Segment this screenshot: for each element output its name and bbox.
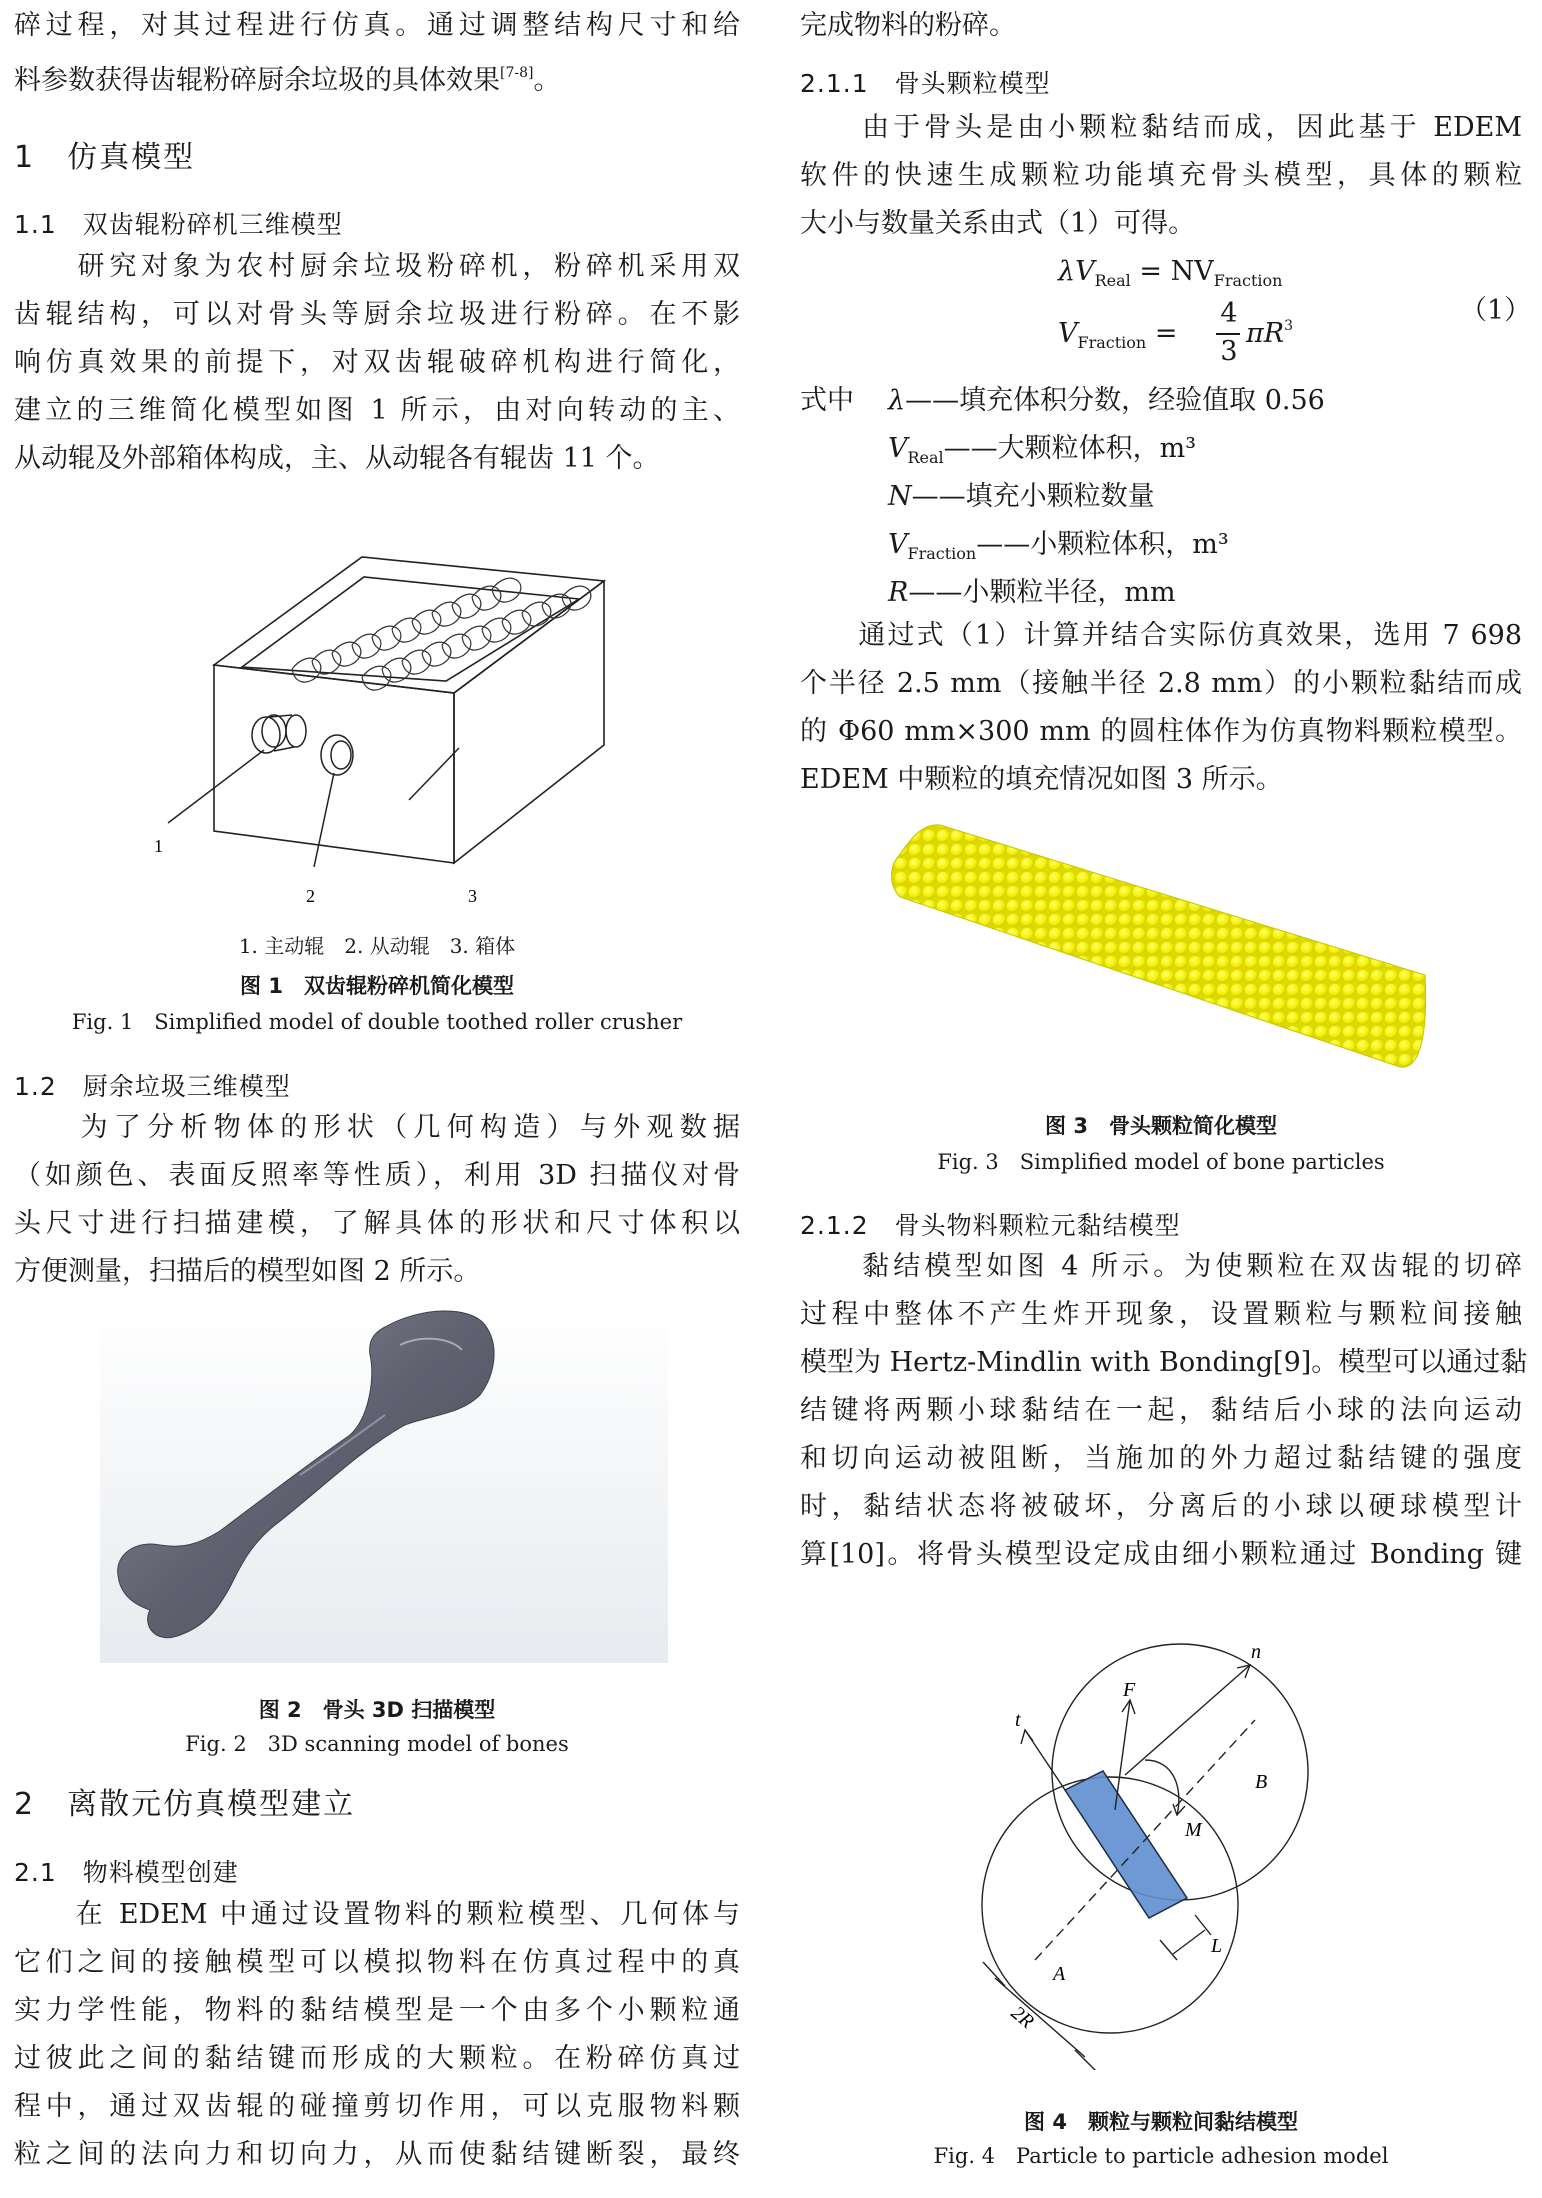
def-r xyxy=(888,570,1176,609)
fraction-bar xyxy=(1216,333,1240,335)
section-2-1-2-heading: 2.1.2 骨头物料颗粒元黏结模型 xyxy=(800,1211,1181,1240)
sec11-line-3: 响仿真效果的前提下，对双齿辊破碎机构进行简化， xyxy=(14,347,740,378)
box-side-face xyxy=(454,581,604,863)
length-dimension xyxy=(1160,1940,1177,1960)
eq2-equals: = xyxy=(1146,318,1178,349)
def-vreal-sym: V xyxy=(888,433,908,464)
section-2-1-1-heading: 2.1.1 骨头颗粒模型 xyxy=(800,69,1051,98)
callout-line-3 xyxy=(409,748,459,800)
sec12-line-1: 为了分析物体的形状（几何构造）与外观数据 xyxy=(14,1112,740,1143)
def-vreal-sub: Real xyxy=(907,448,944,467)
sec12-line-3: 头尺寸进行扫描建模，了解具体的形状和尺寸体积以 xyxy=(14,1208,740,1239)
callout-line-1 xyxy=(168,750,264,823)
sec21-line-1: 在 EDEM 中通过设置物料的颗粒模型、几何体与 xyxy=(14,1899,740,1930)
section-1-2-heading: 1.2 厨余垃圾三维模型 xyxy=(14,1072,291,1101)
calc-line-1: 通过式（1）计算并结合实际仿真效果，选用 7 698 xyxy=(800,620,1522,651)
section-2-1-heading: 2.1 物料模型创建 xyxy=(14,1858,239,1887)
sec12-line-2: （如颜色、表面反照率等性质），利用 3D 扫描仪对骨 xyxy=(14,1160,740,1191)
crusher-model-figure xyxy=(124,545,664,925)
eq-sub-real: Real xyxy=(1094,271,1131,290)
sec21-line-5: 程中，通过双齿辊的碰撞剪切作用，可以克服物料颗 xyxy=(14,2091,740,2122)
def-lambda xyxy=(888,378,1325,417)
eq-sub-fraction: Fraction xyxy=(1213,271,1283,290)
fig2-caption-en: Fig. 2 3D scanning model of bones xyxy=(185,1732,569,1756)
equation-number: （1） xyxy=(1460,295,1532,326)
intro-line-2-text: 料参数获得齿辊粉碎厨余垃圾的具体效果 xyxy=(14,65,500,96)
equation-line-1 xyxy=(1058,256,1282,290)
sec211-line-2: 软件的快速生成颗粒功能填充骨头模型，具体的颗粒 xyxy=(800,160,1522,191)
bone-particle-cylinder xyxy=(892,825,1426,1067)
fig1-legend: 1. 主动辊 2. 从动辊 3. 箱体 xyxy=(238,934,516,958)
sec11-line-4: 建立的三维简化模型如图 1 所示，由对向转动的主、 xyxy=(14,395,740,426)
sec211-line-1: 由于骨头是由小颗粒黏结而成，因此基于 EDEM xyxy=(800,112,1522,143)
def-vreal xyxy=(888,426,1196,467)
sec211-line-3: 大小与数量关系由式（1）可得。 xyxy=(800,208,1196,239)
callout-line-2 xyxy=(314,773,334,867)
citation-7-8[interactable]: [7-8] xyxy=(500,65,534,81)
normal-axis-n xyxy=(1125,1665,1250,1775)
def-vfraction-sym: V xyxy=(888,529,908,560)
fig4-caption-en: Fig. 4 Particle to particle adhesion model xyxy=(933,2144,1389,2168)
calc-line-4: EDEM 中颗粒的填充情况如图 3 所示。 xyxy=(800,764,1283,795)
right-top-line: 完成物料的粉碎。 xyxy=(800,10,1016,41)
eq-frac-num: 4 xyxy=(1220,298,1238,329)
intro-line-2 xyxy=(14,50,740,105)
eq-v: V xyxy=(1058,318,1078,349)
fig3-caption-en: Fig. 3 Simplified model of bone particles xyxy=(937,1150,1385,1174)
label-2r: 2R xyxy=(1006,2001,1038,2033)
fig3-caption-cn: 图 3 骨头颗粒简化模型 xyxy=(1045,1114,1277,1138)
def-vfraction-text: ——小颗粒体积，m³ xyxy=(976,529,1229,560)
callout-2: 2 xyxy=(306,886,315,906)
label-f: F xyxy=(1123,1679,1136,1701)
calc-line-3: 的 Φ60 mm×300 mm 的圆柱体作为仿真物料颗粒模型。 xyxy=(800,716,1522,747)
def-vfraction xyxy=(888,522,1229,563)
sec11-line-5: 从动辊及外部箱体构成，主、从动辊各有辊齿 11 个。 xyxy=(14,443,660,474)
fig1-caption-en: Fig. 1 Simplified model of double toothed roller crusher xyxy=(71,1010,683,1034)
sec12-line-4: 方便测量，扫描后的模型如图 2 所示。 xyxy=(14,1256,481,1287)
driven-shaft-hole xyxy=(321,735,353,775)
section-2-heading: 2 离散元仿真模型建立 xyxy=(14,1787,356,1822)
label-l: L xyxy=(1211,1935,1223,1957)
intro-line-2-end: 。 xyxy=(533,65,561,96)
eq-lambda-v: λV xyxy=(1058,256,1095,287)
def-n-text: ——填充小颗粒数量 xyxy=(911,481,1155,512)
eq2-sub-fraction: Fraction xyxy=(1077,333,1147,352)
sec21-line-2: 它们之间的接触模型可以模拟物料在仿真过程中的真 xyxy=(14,1947,740,1978)
def-vfraction-sub: Fraction xyxy=(907,544,977,563)
eq-pi-r xyxy=(1246,318,1293,349)
def-n-sym: N xyxy=(888,481,912,512)
def-r-sym: R xyxy=(888,577,909,608)
eq-equals-nv: = NV xyxy=(1130,256,1214,287)
particle-cylinder-figure xyxy=(880,815,1460,1085)
section-1-1-heading: 1.1 双齿辊粉碎机三维模型 xyxy=(14,210,343,239)
def-vreal-text: ——大颗粒体积，m³ xyxy=(943,433,1197,464)
label-n: n xyxy=(1251,1641,1261,1663)
sec212-line-4: 结键将两颗小球黏结在一起，黏结后小球的法向运动 xyxy=(800,1395,1522,1426)
eq-cube: 3 xyxy=(1284,318,1293,334)
sec212-line-6: 时，黏结状态将被破坏，分离后的小球以硬球模型计 xyxy=(800,1491,1522,1522)
def-lambda-sym: λ xyxy=(888,385,906,416)
def-lambda-text: ——填充体积分数，经验值取 0.56 xyxy=(905,385,1325,416)
sec212-line-3: 模型为 Hertz-Mindlin with Bonding[9]。模型可以通过黏 xyxy=(800,1347,1528,1378)
sec212-line-2: 过程中整体不产生炸开现象，设置颗粒与颗粒间接触 xyxy=(800,1299,1522,1330)
sec21-line-3: 实力学性能，物料的黏结模型是一个由多个小颗粒通 xyxy=(14,1995,740,2026)
sec212-line-1: 黏结模型如图 4 所示。为使颗粒在双齿辊的切碎 xyxy=(800,1251,1522,1282)
bond-beam xyxy=(1065,1771,1187,1918)
eq-frac-den: 3 xyxy=(1220,336,1238,367)
label-a: A xyxy=(1053,1963,1066,1985)
sec11-line-1: 研究对象为农村厨余垃圾粉碎机，粉碎机采用双 xyxy=(14,251,740,282)
sec11-line-2: 齿辊结构，可以对骨头等厨余垃圾进行粉碎。在不影 xyxy=(14,299,740,330)
label-t: t xyxy=(1015,1709,1021,1731)
fig1-caption-cn: 图 1 双齿辊粉碎机简化模型 xyxy=(240,974,514,998)
particle-b-circle xyxy=(1052,1644,1308,1900)
where-label: 式中 xyxy=(800,385,854,416)
label-m: M xyxy=(1185,1819,1202,1841)
label-b: B xyxy=(1255,1771,1268,1793)
force-arrow-f xyxy=(1115,1700,1130,1810)
bone-scan-figure xyxy=(100,1305,668,1663)
section-1-heading: 1 仿真模型 xyxy=(14,140,196,175)
bonding-model-figure xyxy=(915,1640,1375,2070)
eq-pi-r-text: πR xyxy=(1246,318,1285,349)
equation-line-2 xyxy=(1058,318,1177,352)
callout-3: 3 xyxy=(468,886,477,906)
def-r-text: ——小颗粒半径，mm xyxy=(908,577,1176,608)
sec21-line-4: 过彼此之间的黏结键而形成的大颗粒。在粉碎仿真过 xyxy=(14,2043,740,2074)
fig2-caption-cn: 图 2 骨头 3D 扫描模型 xyxy=(258,1698,496,1722)
callout-1: 1 xyxy=(154,836,163,856)
sec21-line-6: 粒之间的法向力和切向力，从而使黏结键断裂，最终 xyxy=(14,2139,740,2170)
calc-line-2: 个半径 2.5 mm（接触半径 2.8 mm）的小颗粒黏结而成 xyxy=(800,668,1522,699)
fig4-caption-cn: 图 4 颗粒与颗粒间黏结模型 xyxy=(1024,2110,1298,2134)
sec212-line-7: 算[10]。将骨头模型设定成由细小颗粒通过 Bonding 键 xyxy=(800,1539,1522,1570)
center-dashed-line xyxy=(1035,1720,1255,1960)
intro-line-1: 碎过程，对其过程进行仿真。通过调整结构尺寸和给 xyxy=(14,10,740,41)
def-n xyxy=(888,474,1155,513)
sec212-line-5: 和切向运动被阻断，当施加的外力超过黏结键的强度 xyxy=(800,1443,1522,1474)
